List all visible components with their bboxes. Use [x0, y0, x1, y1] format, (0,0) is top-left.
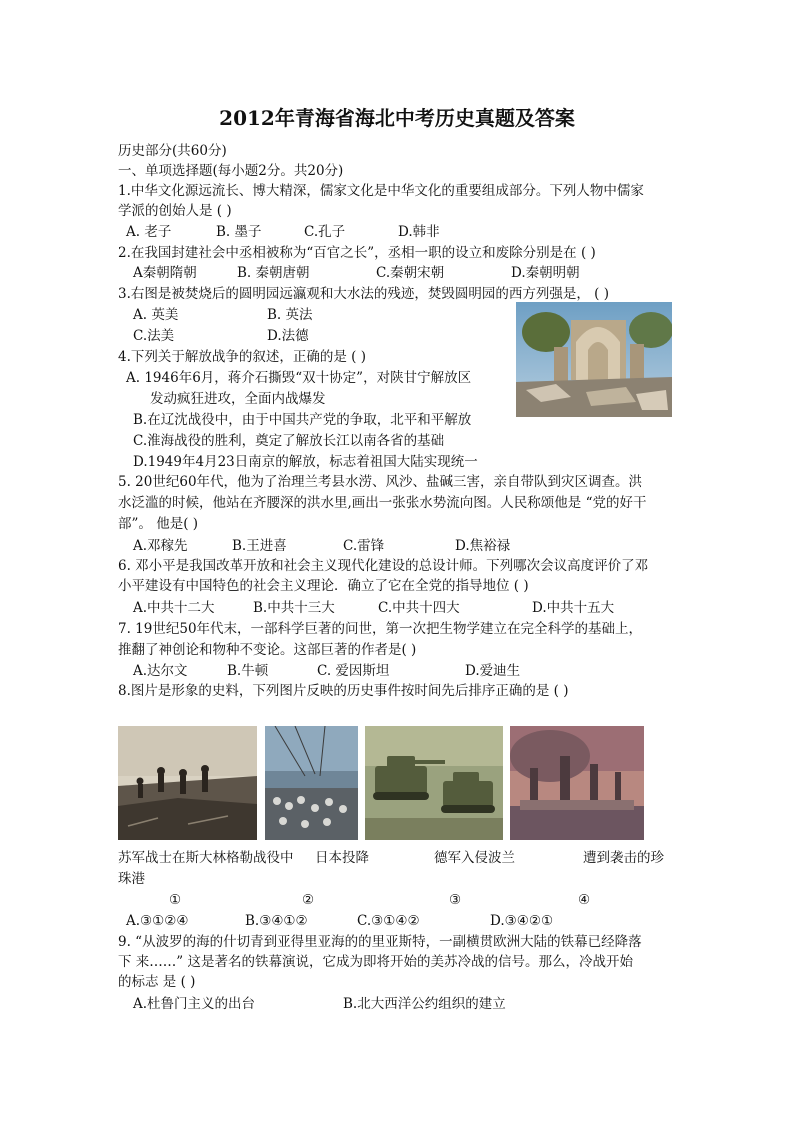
- q8-option-c: C.③①④②: [357, 913, 420, 929]
- q6-stem-line2: 小平建设有中国特色的社会主义理论．确立了它在全党的指导地位 ( ): [118, 578, 529, 594]
- q6-option-b: B.中共十三大: [253, 600, 335, 616]
- q3-option-c: C.法美: [133, 328, 175, 344]
- q5-option-d: D.焦裕禄: [455, 538, 511, 554]
- section-heading: 历史部分(共60分): [118, 143, 227, 159]
- yuanmingyuan-ruins-image: [516, 302, 672, 417]
- q8-caption-4: 遭到袭击的珍: [583, 850, 664, 866]
- q2-stem-line1: 2.在我国封建社会中丞相被称为“百官之长”，丞相一职的设立和废除分别是在 ( ): [118, 245, 596, 261]
- stalingrad-battle-photo: [118, 726, 257, 840]
- q1-option-b: B. 墨子: [216, 224, 262, 240]
- q6-option-c: C.中共十四大: [378, 600, 460, 616]
- q8-number-2: ②: [302, 892, 315, 908]
- q5-option-a: A.邓稼先: [133, 538, 188, 554]
- page-title: 2012年青海省海北中考历史真题及答案: [219, 106, 575, 130]
- q4-option-a-line2: 发动疯狂进攻，全面内战爆发: [150, 391, 326, 407]
- q4-option-b: B.在辽沈战役中，由于中国共产党的争取，北平和平解放: [133, 412, 472, 428]
- q4-stem-line1: 4.下列关于解放战争的叙述，正确的是 ( ): [118, 349, 366, 365]
- q5-stem-line3: 部”。 他是( ): [118, 516, 199, 532]
- q1-option-c: C.孔子: [304, 224, 346, 240]
- q1-stem-line1: 1.中华文化源远流长、博大精深，儒家文化是中华文化的重要组成部分。下列人物中儒家: [118, 183, 644, 199]
- q6-stem-line1: 6. 邓小平是我国改革开放和社会主义现代化建设的总设计师。下列哪次会议高度评价了邓: [118, 558, 649, 574]
- q7-stem-line2: 推翻了神创论和物种不变论。这部巨著的作者是( ): [118, 642, 417, 658]
- q9-stem-line2: 下 来……” 这是著名的铁幕演说，它成为即将开始的美苏冷战的信号。那么，冷战开始: [118, 954, 633, 970]
- q5-stem-line2: 水泛滥的时候，他站在齐腰深的洪水里,画出一张张水势流向图。人民称颂他是 “党的好干: [118, 495, 647, 511]
- q9-option-b: B.北大西洋公约组织的建立: [343, 996, 506, 1012]
- q2-option-c: C.秦朝宋朝: [376, 265, 445, 281]
- q3-option-a: A. 英美: [133, 307, 179, 323]
- q7-option-d: D.爱迪生: [465, 663, 521, 679]
- q8-stem-line1: 8.图片是形象的史料，下列图片反映的历史事件按时间先后排序正确的是 ( ): [118, 683, 569, 699]
- q8-number-3: ③: [449, 892, 462, 908]
- q8-caption-4-cont: 珠港: [118, 871, 145, 887]
- japan-surrender-photo: [265, 726, 358, 840]
- q5-option-b: B.王进喜: [232, 538, 287, 554]
- q5-option-c: C.雷锋: [343, 538, 385, 554]
- q8-number-1: ①: [169, 892, 182, 908]
- q1-option-d: D.韩非: [398, 224, 440, 240]
- q4-option-d: D.1949年4月23日南京的解放，标志着祖国大陆实现统一: [133, 454, 478, 470]
- q1-stem-line2: 学派的创始人是 ( ): [118, 203, 232, 219]
- q8-number-4: ④: [578, 892, 591, 908]
- pearl-harbor-photo: [510, 726, 644, 840]
- q2-option-a: A秦朝隋朝: [133, 265, 197, 281]
- q5-stem-line1: 5. 20世纪60年代，他为了治理兰考县水涝、风沙、盐碱三害，亲自带队到灾区调查。洪: [118, 474, 643, 490]
- q4-option-c: C.淮海战役的胜利，奠定了解放长江以南各省的基础: [133, 433, 445, 449]
- q2-option-b: B. 秦朝唐朝: [237, 265, 310, 281]
- q8-option-a: A.③①②④: [126, 913, 189, 929]
- q8-option-b: B.③④①②: [245, 913, 308, 929]
- q1-option-a: A. 老子: [126, 224, 172, 240]
- germany-invades-poland-photo: [365, 726, 503, 840]
- q7-option-c: C. 爱因斯坦: [317, 663, 390, 679]
- q8-caption-1: 苏军战士在斯大林格勒战役中: [118, 850, 294, 866]
- q8-caption-2: 日本投降: [315, 850, 369, 866]
- q9-stem-line3: 的标志 是 ( ): [118, 974, 196, 990]
- q8-caption-3: 德军入侵波兰: [434, 850, 515, 866]
- q7-option-b: B.牛顿: [227, 663, 269, 679]
- q7-stem-line1: 7. 19世纪50年代末，一部科学巨著的问世，第一次把生物学建立在完全科学的基础上，: [118, 621, 643, 637]
- part-heading: 一、单项选择题(每小题2分。共20分): [118, 163, 344, 179]
- q9-stem-line1: 9. “从波罗的海的什切青到亚得里亚海的的里亚斯特，一副横贯欧洲大陆的铁幕已经降落: [118, 934, 642, 950]
- q6-option-a: A.中共十二大: [133, 600, 215, 616]
- q7-option-a: A.达尔文: [133, 663, 188, 679]
- q8-option-d: D.③④②①: [490, 913, 554, 929]
- q3-stem-line1: 3.右图是被焚烧后的圆明园远瀛观和大水法的残迹，焚毁圆明园的西方列强是， ( ): [118, 286, 609, 302]
- q3-option-b: B. 英法: [267, 307, 313, 323]
- q6-option-d: D.中共十五大: [532, 600, 615, 616]
- q4-option-a-line1: A. 1946年6月，蒋介石撕毁“双十协定”，对陕甘宁解放区: [126, 370, 472, 386]
- q3-option-d: D.法德: [267, 328, 309, 344]
- q9-option-a: A.杜鲁门主义的出台: [133, 996, 256, 1012]
- q2-option-d: D.秦朝明朝: [511, 265, 580, 281]
